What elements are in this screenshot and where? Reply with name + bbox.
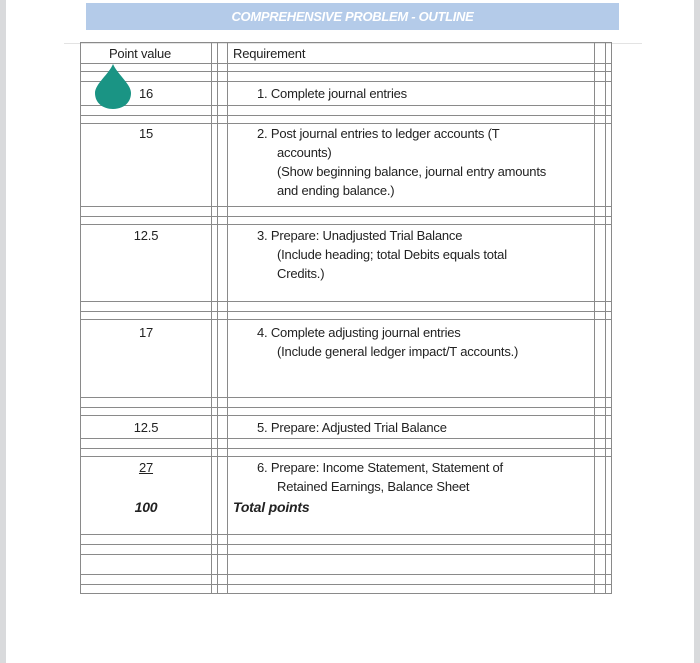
requirement-line: 4. Complete adjusting journal entries <box>257 325 461 340</box>
row-4-points: 17 <box>138 325 154 340</box>
row-divider <box>81 574 611 575</box>
row-divider <box>81 456 611 457</box>
row-3-requirement <box>257 226 602 283</box>
row-divider <box>81 115 611 116</box>
row-6-points-value: 27 <box>138 460 154 475</box>
row-divider <box>81 206 611 207</box>
total-points-value: 100 <box>134 499 158 515</box>
requirement-line: Retained Earnings, Balance Sheet <box>277 479 470 494</box>
row-6-points <box>81 458 211 477</box>
row-divider <box>81 438 611 439</box>
row-6-requirement <box>257 458 602 496</box>
row-4-requirement <box>257 323 602 361</box>
water-drop-shape <box>95 64 131 109</box>
row-1-requirement <box>257 84 602 103</box>
row-5-requirement <box>257 418 602 437</box>
water-drop-icon <box>92 62 134 110</box>
row-divider <box>81 301 611 302</box>
document-page <box>6 0 694 663</box>
column-divider <box>227 43 228 593</box>
row-2-requirement <box>257 124 602 200</box>
row-divider <box>81 584 611 585</box>
total-points-label: Total points <box>233 499 310 515</box>
row-1-points: 16 <box>138 86 154 101</box>
row-divider <box>81 554 611 555</box>
requirement-line: (Include general ledger impact/T accounts.) <box>277 344 519 359</box>
requirement-line: Credits.) <box>277 266 325 281</box>
row-divider <box>81 311 611 312</box>
row-divider <box>81 216 611 217</box>
outline-table <box>80 42 612 594</box>
row-divider <box>81 415 611 416</box>
column-divider <box>211 43 212 593</box>
column-divider <box>605 43 606 593</box>
row-2-points: 15 <box>138 126 154 141</box>
row-5-points: 12.5 <box>133 420 159 435</box>
requirement-line: 5. Prepare: Adjusted Trial Balance <box>257 420 447 435</box>
row-3-points: 12.5 <box>133 228 159 243</box>
row-divider <box>81 407 611 408</box>
row-divider <box>81 81 611 82</box>
requirement-line: 1. Complete journal entries <box>257 86 407 101</box>
header-requirement: Requirement <box>233 46 306 61</box>
requirement-line: 3. Prepare: Unadjusted Trial Balance <box>257 228 463 243</box>
requirement-line: 6. Prepare: Income Statement, Statement of <box>257 460 503 475</box>
requirement-line: (Include heading; total Debits equals total <box>277 247 507 262</box>
row-divider <box>81 534 611 535</box>
row-divider <box>81 71 611 72</box>
row-divider <box>81 63 611 64</box>
row-divider <box>81 224 611 225</box>
header-point-value: Point value <box>108 46 172 61</box>
row-divider <box>81 319 611 320</box>
requirement-line: and ending balance.) <box>277 183 395 198</box>
requirement-line: (Show beginning balance, journal entry amounts <box>277 164 547 179</box>
row-divider <box>81 105 611 106</box>
row-divider <box>81 397 611 398</box>
row-divider <box>81 544 611 545</box>
requirement-line: 2. Post journal entries to ledger accounts (T <box>257 126 500 141</box>
row-divider <box>81 448 611 449</box>
document-title: COMPREHENSIVE PROBLEM - OUTLINE <box>86 3 619 30</box>
column-divider <box>217 43 218 593</box>
requirement-line: accounts) <box>277 145 332 160</box>
